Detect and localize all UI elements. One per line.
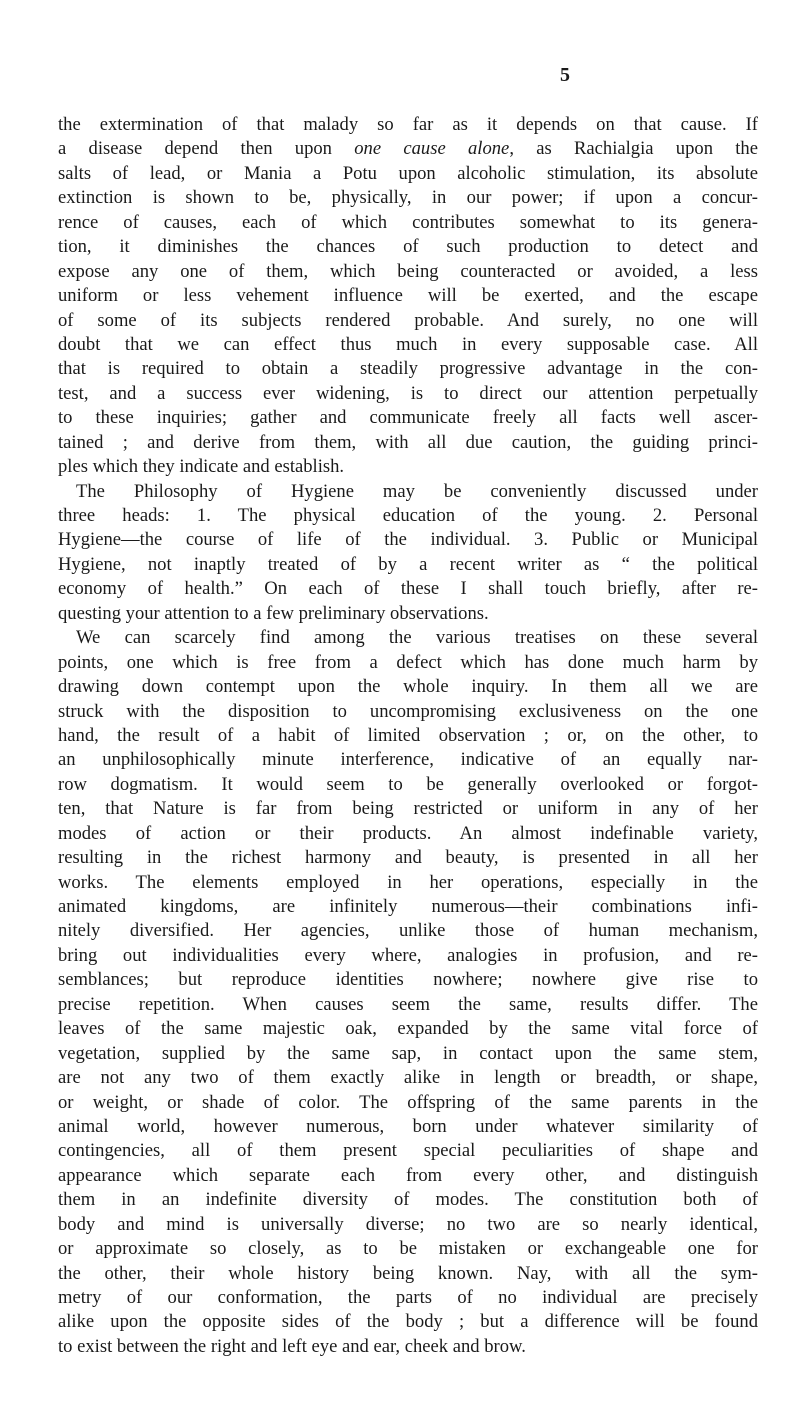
text-line (58, 1286, 758, 1310)
text-line (58, 1310, 758, 1334)
text-run: economy of health.” On each of these I shall touch briefly, after re- (58, 578, 758, 600)
text-run: or weight, or shade of color. The offspring of the same parents in the (58, 1091, 758, 1113)
text-line (58, 186, 758, 210)
text-run: animal world, however numerous, born under whatever similarity of (58, 1115, 758, 1137)
body-text (58, 113, 758, 1359)
text-run: that is required to obtain a steadily progressive advantage in the con- (58, 358, 758, 380)
text-run: salts of lead, or Mania a Potu upon alcoholic stimulation, its absolute (58, 162, 758, 184)
text-run: drawing down contempt upon the whole inquiry. In them all we are (58, 676, 758, 698)
text-line (58, 455, 758, 479)
text-line (58, 871, 758, 895)
text-line (58, 1335, 758, 1359)
text-run: Hygiene, not inaptly treated of by a recent writer as “ the political (58, 553, 758, 575)
text-line (58, 260, 758, 284)
text-line (58, 993, 758, 1017)
text-line (58, 1213, 758, 1237)
text-line (58, 1017, 758, 1041)
text-run: them in an indefinite diversity of modes. The constitution both of (58, 1189, 758, 1211)
text-run: three heads: 1. The physical education of the young. 2. Personal (58, 505, 758, 526)
text-run: are not any two of them exactly alike in length or breadth, or shape, (58, 1067, 758, 1089)
text-line (58, 1237, 758, 1261)
text-run: ten, that Nature is far from being restricted or uniform in any of her (58, 798, 758, 820)
text-line (58, 1115, 758, 1139)
text-line (58, 309, 758, 333)
text-line (58, 1066, 758, 1090)
text-line (58, 626, 758, 650)
text-run: animated kingdoms, are infinitely numerous—their combinations infi- (58, 896, 758, 917)
text-run: body and mind is universally diverse; no two are so nearly identical, (58, 1213, 758, 1235)
text-line (58, 700, 758, 724)
text-run: tion, it diminishes the chances of such production to detect and (58, 236, 758, 258)
text-line (58, 504, 758, 528)
text-line (58, 1042, 758, 1066)
text-run: We can scarcely find among the various treatises on these several (76, 627, 758, 649)
text-run: metry of our conformation, the parts of no individual are precisely (58, 1287, 758, 1308)
text-line (58, 1091, 758, 1115)
text-run: rence of causes, each of which contributes somewhat to its genera- (58, 211, 758, 233)
text-run: The Philosophy of Hygiene may be conveniently discussed under (76, 480, 758, 502)
text-line (58, 431, 758, 455)
text-run: to exist between the right and left eye and ear, cheek and brow. (58, 1335, 526, 1357)
text-run: precise repetition. When causes seem the same, results differ. The (58, 993, 758, 1015)
text-run: works. The elements employed in her operations, especially in the (58, 871, 758, 893)
text-run: or approximate so closely, as to be mistaken or exchangeable one for (58, 1238, 758, 1260)
page-number: 5 (560, 64, 570, 86)
text-run: nitely diversified. Her agencies, unlike those of human mechanism, (58, 920, 758, 942)
text-line (58, 1262, 758, 1286)
text-line (58, 406, 758, 430)
text-run: hand, the result of a habit of limited observation ; or, on the other, to (58, 724, 758, 746)
text-run: contingencies, all of them present special peculiarities of shape and (58, 1140, 758, 1162)
text-line (58, 162, 758, 186)
text-run: an unphilosophically minute interference, indicative of an equally nar- (58, 749, 758, 771)
text-run: ples which they indicate and establish. (58, 456, 345, 478)
text-run: uniform or less vehement influence will be exerted, and the escape (58, 285, 758, 307)
text-line (58, 773, 758, 797)
text-line (58, 968, 758, 992)
text-line (58, 748, 758, 772)
text-run: row dogmatism. It would seem to be generally overlooked or forgot- (58, 773, 758, 795)
text-run: Hygiene—the course of life of the individual. 3. Public or Municipal (58, 529, 758, 551)
text-line (58, 919, 758, 943)
text-run: resulting in the richest harmony and beauty, is presented in all her (58, 847, 758, 869)
text-line (58, 602, 758, 626)
text-run: questing your attention to a few preliminary observations. (58, 602, 489, 624)
text-run: modes of action or their products. An almost indefinable variety, (58, 822, 758, 844)
text-line (58, 944, 758, 968)
text-line (58, 1164, 758, 1188)
text-line (58, 553, 758, 577)
text-run: a disease depend then upon (58, 138, 355, 160)
text-line (58, 724, 758, 748)
text-line (58, 382, 758, 406)
text-run: of some of its subjects rendered probable. And surely, no one will (58, 309, 758, 331)
text-run: struck with the disposition to uncompromising exclusiveness on the one (58, 700, 758, 722)
text-line (58, 822, 758, 846)
text-line (58, 528, 758, 552)
text-run: the extermination of that malady so far as it depends on that cause. If (58, 114, 758, 135)
text-run: vegetation, supplied by the same sap, in contact upon the same stem, (58, 1042, 758, 1064)
text-run: alike upon the opposite sides of the body ; but a difference will be found (58, 1311, 758, 1333)
text-run: test, and a success ever widening, is to direct our attention perpetually (58, 382, 758, 404)
text-run: semblances; but reproduce identities nowhere; nowhere give rise to (58, 969, 758, 991)
text-line (58, 211, 758, 235)
text-line (58, 284, 758, 308)
text-run: the other, their whole history being known. Nay, with all the sym- (58, 1262, 758, 1284)
text-line (58, 480, 758, 504)
text-line (58, 651, 758, 675)
text-line (58, 1139, 758, 1163)
text-line (58, 846, 758, 870)
text-line (58, 1188, 758, 1212)
text-run: leaves of the same majestic oak, expanded by the same vital force of (58, 1018, 758, 1040)
text-run: doubt that we can effect thus much in every supposable case. All (58, 333, 758, 355)
text-run: tained ; and derive from them, with all due caution, the guiding princi- (58, 431, 758, 453)
text-line (58, 675, 758, 699)
text-run: to these inquiries; gather and communicate freely all facts well ascer- (58, 407, 758, 429)
text-line (58, 333, 758, 357)
text-line (58, 357, 758, 381)
text-run: extinction is shown to be, physically, in our power; if upon a concur- (58, 187, 758, 209)
text-line (58, 895, 758, 919)
text-run: points, one which is free from a defect which has done much harm by (58, 651, 758, 673)
text-line (58, 577, 758, 601)
text-line (58, 797, 758, 821)
text-run: bring out individualities every where, analogies in profusion, and re- (58, 944, 758, 966)
text-line (58, 235, 758, 259)
text-line (58, 113, 758, 137)
text-run: , as Rachialgia upon the (509, 138, 758, 160)
text-line (58, 137, 758, 161)
text-run: expose any one of them, which being counteracted or avoided, a less (58, 260, 758, 282)
italic-run: one cause alone (354, 138, 510, 160)
text-run: appearance which separate each from every other, and distinguish (58, 1164, 758, 1186)
